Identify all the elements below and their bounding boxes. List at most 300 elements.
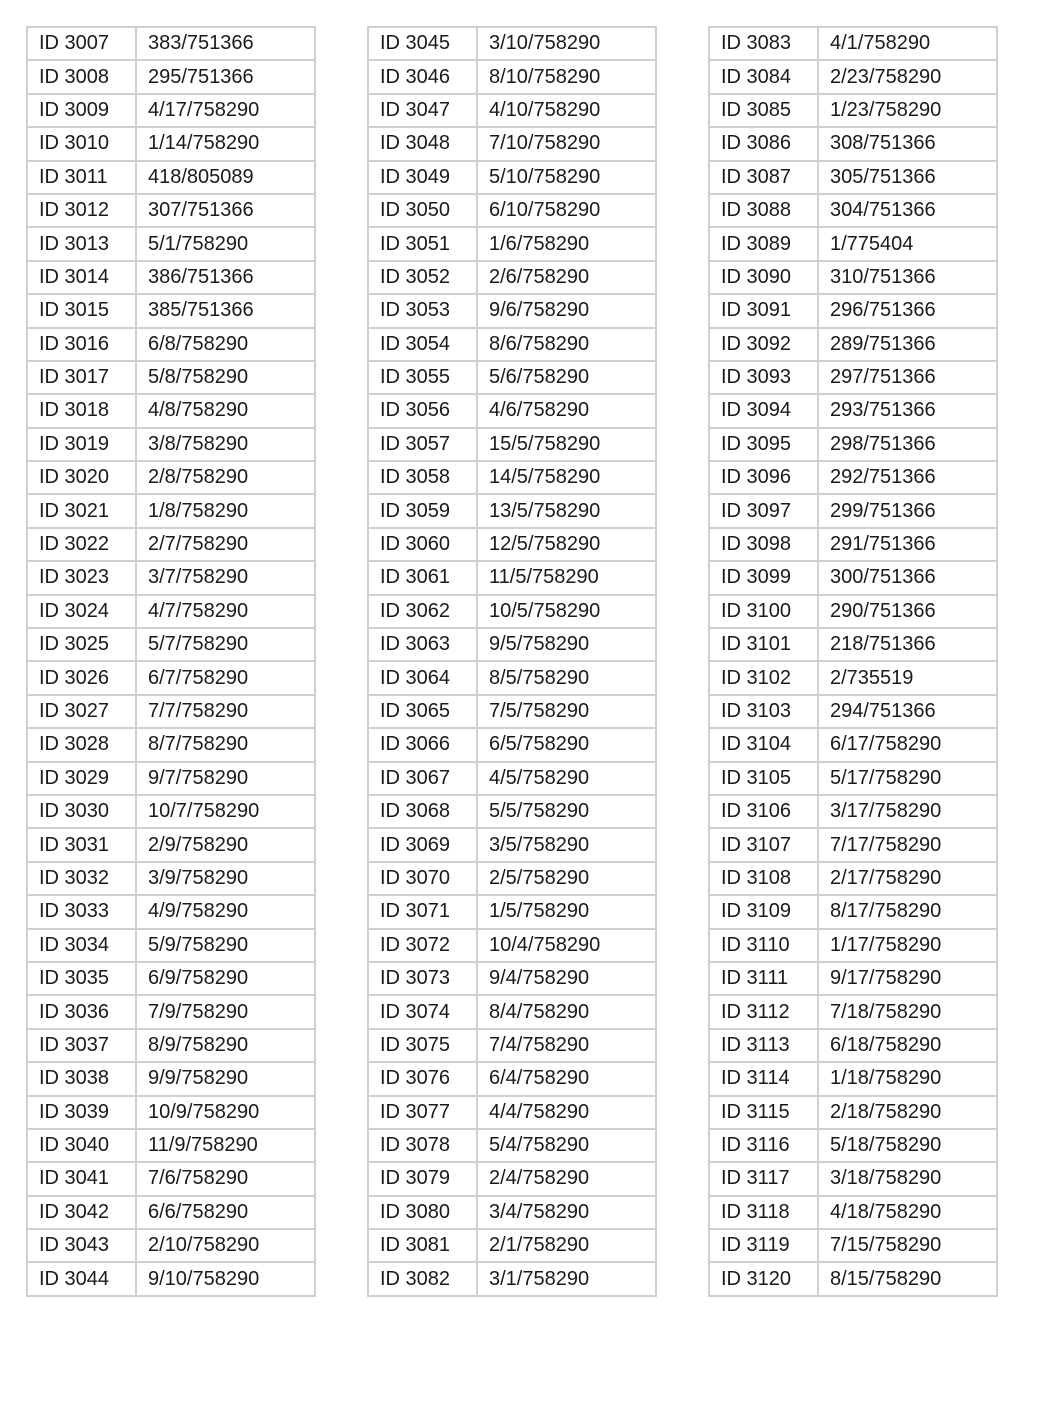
table-row <box>27 60 315 93</box>
table-row <box>368 394 656 427</box>
table-row <box>27 595 315 628</box>
value-cell: 5/7/758290 <box>136 628 315 661</box>
id-cell: ID 3067 <box>368 762 477 795</box>
value-cell: 9/17/758290 <box>818 962 997 995</box>
table-row <box>368 528 656 561</box>
id-cell: ID 3106 <box>709 795 818 828</box>
id-cell: ID 3034 <box>27 929 136 962</box>
table-row <box>368 328 656 361</box>
value-cell: 1/775404 <box>818 227 997 260</box>
value-cell: 2/735519 <box>818 661 997 694</box>
id-cell: ID 3075 <box>368 1029 477 1062</box>
table-row <box>27 528 315 561</box>
value-cell: 383/751366 <box>136 27 315 60</box>
table-row <box>709 461 997 494</box>
table-row <box>27 828 315 861</box>
table-row <box>368 561 656 594</box>
table-row <box>368 762 656 795</box>
table-row <box>368 628 656 661</box>
value-cell: 298/751366 <box>818 428 997 461</box>
value-cell: 8/15/758290 <box>818 1262 997 1295</box>
table-row <box>709 995 997 1028</box>
id-cell: ID 3030 <box>27 795 136 828</box>
id-cell: ID 3108 <box>709 862 818 895</box>
value-cell: 296/751366 <box>818 294 997 327</box>
table-row <box>709 1029 997 1062</box>
table-row <box>709 862 997 895</box>
id-cell: ID 3055 <box>368 361 477 394</box>
id-cell: ID 3033 <box>27 895 136 928</box>
value-cell: 12/5/758290 <box>477 528 656 561</box>
table-row <box>368 1062 656 1095</box>
id-cell: ID 3040 <box>27 1129 136 1162</box>
value-cell: 2/6/758290 <box>477 261 656 294</box>
table-row <box>368 1196 656 1229</box>
id-cell: ID 3094 <box>709 394 818 427</box>
table-row <box>368 361 656 394</box>
id-cell: ID 3086 <box>709 127 818 160</box>
value-cell: 3/8/758290 <box>136 428 315 461</box>
id-cell: ID 3022 <box>27 528 136 561</box>
table-row <box>368 728 656 761</box>
value-cell: 4/10/758290 <box>477 94 656 127</box>
value-cell: 6/5/758290 <box>477 728 656 761</box>
table-row <box>368 795 656 828</box>
id-cell: ID 3091 <box>709 294 818 327</box>
id-cell: ID 3119 <box>709 1229 818 1262</box>
value-cell: 299/751366 <box>818 494 997 527</box>
table-row <box>368 27 656 60</box>
value-cell: 1/8/758290 <box>136 494 315 527</box>
value-cell: 294/751366 <box>818 695 997 728</box>
table-row <box>709 194 997 227</box>
value-cell: 292/751366 <box>818 461 997 494</box>
id-cell: ID 3012 <box>27 194 136 227</box>
value-cell: 5/1/758290 <box>136 227 315 260</box>
value-cell: 295/751366 <box>136 60 315 93</box>
table-row <box>27 795 315 828</box>
value-cell: 5/9/758290 <box>136 929 315 962</box>
table-row <box>368 1262 656 1295</box>
value-cell: 8/7/758290 <box>136 728 315 761</box>
value-cell: 7/17/758290 <box>818 828 997 861</box>
id-cell: ID 3065 <box>368 695 477 728</box>
value-cell: 6/9/758290 <box>136 962 315 995</box>
id-cell: ID 3107 <box>709 828 818 861</box>
id-cell: ID 3084 <box>709 60 818 93</box>
table-row <box>27 929 315 962</box>
table-row <box>27 895 315 928</box>
value-cell: 1/23/758290 <box>818 94 997 127</box>
value-cell: 2/17/758290 <box>818 862 997 895</box>
id-cell: ID 3009 <box>27 94 136 127</box>
value-cell: 9/7/758290 <box>136 762 315 795</box>
value-cell: 8/4/758290 <box>477 995 656 1028</box>
id-cell: ID 3049 <box>368 161 477 194</box>
value-cell: 3/17/758290 <box>818 795 997 828</box>
id-cell: ID 3046 <box>368 60 477 93</box>
table-body <box>368 27 656 1296</box>
value-cell: 5/17/758290 <box>818 762 997 795</box>
value-cell: 305/751366 <box>818 161 997 194</box>
table-row <box>368 962 656 995</box>
id-cell: ID 3042 <box>27 1196 136 1229</box>
table-row <box>368 60 656 93</box>
table-row <box>27 661 315 694</box>
id-cell: ID 3118 <box>709 1196 818 1229</box>
table-row <box>709 828 997 861</box>
value-cell: 7/18/758290 <box>818 995 997 1028</box>
id-cell: ID 3061 <box>368 561 477 594</box>
id-cell: ID 3077 <box>368 1096 477 1129</box>
table-row <box>27 962 315 995</box>
id-cell: ID 3088 <box>709 194 818 227</box>
value-cell: 6/8/758290 <box>136 328 315 361</box>
value-cell: 10/4/758290 <box>477 929 656 962</box>
table-row <box>709 1196 997 1229</box>
table-row <box>27 428 315 461</box>
table-row <box>368 1096 656 1129</box>
id-cell: ID 3011 <box>27 161 136 194</box>
table-row <box>27 762 315 795</box>
table-row <box>368 194 656 227</box>
value-cell: 4/6/758290 <box>477 394 656 427</box>
id-table-left <box>26 26 316 1297</box>
table-row <box>709 94 997 127</box>
id-cell: ID 3097 <box>709 494 818 527</box>
id-cell: ID 3032 <box>27 862 136 895</box>
id-cell: ID 3120 <box>709 1262 818 1295</box>
id-cell: ID 3038 <box>27 1062 136 1095</box>
table-row <box>368 695 656 728</box>
id-cell: ID 3037 <box>27 1029 136 1062</box>
id-cell: ID 3015 <box>27 294 136 327</box>
table-row <box>368 494 656 527</box>
value-cell: 1/18/758290 <box>818 1062 997 1095</box>
value-cell: 7/6/758290 <box>136 1162 315 1195</box>
table-row <box>709 227 997 260</box>
id-cell: ID 3073 <box>368 962 477 995</box>
id-cell: ID 3056 <box>368 394 477 427</box>
value-cell: 5/8/758290 <box>136 361 315 394</box>
value-cell: 7/10/758290 <box>477 127 656 160</box>
id-cell: ID 3076 <box>368 1062 477 1095</box>
value-cell: 13/5/758290 <box>477 494 656 527</box>
table-body <box>709 27 997 1296</box>
id-cell: ID 3069 <box>368 828 477 861</box>
table-body <box>27 27 315 1296</box>
value-cell: 2/18/758290 <box>818 1096 997 1129</box>
value-cell: 15/5/758290 <box>477 428 656 461</box>
value-cell: 4/8/758290 <box>136 394 315 427</box>
id-cell: ID 3048 <box>368 127 477 160</box>
table-row <box>27 394 315 427</box>
value-cell: 5/18/758290 <box>818 1129 997 1162</box>
id-cell: ID 3099 <box>709 561 818 594</box>
value-cell: 310/751366 <box>818 261 997 294</box>
table-row <box>27 1262 315 1295</box>
value-cell: 2/23/758290 <box>818 60 997 93</box>
id-cell: ID 3102 <box>709 661 818 694</box>
value-cell: 4/4/758290 <box>477 1096 656 1129</box>
id-cell: ID 3068 <box>368 795 477 828</box>
id-cell: ID 3103 <box>709 695 818 728</box>
value-cell: 4/5/758290 <box>477 762 656 795</box>
id-table-middle <box>367 26 657 1297</box>
value-cell: 4/18/758290 <box>818 1196 997 1229</box>
value-cell: 9/5/758290 <box>477 628 656 661</box>
table-row <box>709 661 997 694</box>
table-row <box>709 929 997 962</box>
id-cell: ID 3036 <box>27 995 136 1028</box>
table-row <box>27 1096 315 1129</box>
table-row <box>368 261 656 294</box>
table-row <box>368 161 656 194</box>
id-cell: ID 3083 <box>709 27 818 60</box>
id-cell: ID 3070 <box>368 862 477 895</box>
id-cell: ID 3052 <box>368 261 477 294</box>
value-cell: 293/751366 <box>818 394 997 427</box>
id-cell: ID 3109 <box>709 895 818 928</box>
table-row <box>709 1129 997 1162</box>
table-row <box>27 94 315 127</box>
table-row <box>368 227 656 260</box>
id-cell: ID 3045 <box>368 27 477 60</box>
value-cell: 2/8/758290 <box>136 461 315 494</box>
id-cell: ID 3101 <box>709 628 818 661</box>
id-cell: ID 3112 <box>709 995 818 1028</box>
value-cell: 9/10/758290 <box>136 1262 315 1295</box>
id-cell: ID 3041 <box>27 1162 136 1195</box>
id-cell: ID 3051 <box>368 227 477 260</box>
value-cell: 2/4/758290 <box>477 1162 656 1195</box>
id-cell: ID 3085 <box>709 94 818 127</box>
id-cell: ID 3026 <box>27 661 136 694</box>
value-cell: 3/9/758290 <box>136 862 315 895</box>
id-cell: ID 3029 <box>27 762 136 795</box>
id-cell: ID 3039 <box>27 1096 136 1129</box>
value-cell: 5/6/758290 <box>477 361 656 394</box>
table-row <box>27 1062 315 1095</box>
table-row <box>709 394 997 427</box>
value-cell: 290/751366 <box>818 595 997 628</box>
table-row <box>709 328 997 361</box>
id-cell: ID 3087 <box>709 161 818 194</box>
table-row <box>27 27 315 60</box>
table-row <box>27 1196 315 1229</box>
id-cell: ID 3044 <box>27 1262 136 1295</box>
value-cell: 10/7/758290 <box>136 795 315 828</box>
value-cell: 4/1/758290 <box>818 27 997 60</box>
table-row <box>709 895 997 928</box>
table-row <box>709 494 997 527</box>
id-cell: ID 3025 <box>27 628 136 661</box>
id-cell: ID 3090 <box>709 261 818 294</box>
id-cell: ID 3064 <box>368 661 477 694</box>
value-cell: 7/5/758290 <box>477 695 656 728</box>
id-cell: ID 3080 <box>368 1196 477 1229</box>
table-row <box>709 60 997 93</box>
value-cell: 10/9/758290 <box>136 1096 315 1129</box>
table-row <box>368 127 656 160</box>
table-row <box>709 1096 997 1129</box>
id-cell: ID 3028 <box>27 728 136 761</box>
table-row <box>27 194 315 227</box>
id-cell: ID 3057 <box>368 428 477 461</box>
table-row <box>709 361 997 394</box>
table-row <box>368 929 656 962</box>
table-row <box>368 895 656 928</box>
value-cell: 6/4/758290 <box>477 1062 656 1095</box>
id-cell: ID 3095 <box>709 428 818 461</box>
id-cell: ID 3114 <box>709 1062 818 1095</box>
value-cell: 14/5/758290 <box>477 461 656 494</box>
value-cell: 11/5/758290 <box>477 561 656 594</box>
id-cell: ID 3017 <box>27 361 136 394</box>
value-cell: 418/805089 <box>136 161 315 194</box>
id-cell: ID 3113 <box>709 1029 818 1062</box>
id-cell: ID 3098 <box>709 528 818 561</box>
value-cell: 218/751366 <box>818 628 997 661</box>
value-cell: 4/17/758290 <box>136 94 315 127</box>
value-cell: 8/9/758290 <box>136 1029 315 1062</box>
table-row <box>709 27 997 60</box>
id-cell: ID 3059 <box>368 494 477 527</box>
id-cell: ID 3105 <box>709 762 818 795</box>
table-row <box>709 695 997 728</box>
value-cell: 3/10/758290 <box>477 27 656 60</box>
id-cell: ID 3072 <box>368 929 477 962</box>
table-row <box>709 127 997 160</box>
id-cell: ID 3117 <box>709 1162 818 1195</box>
value-cell: 6/7/758290 <box>136 661 315 694</box>
table-row <box>27 261 315 294</box>
value-cell: 4/9/758290 <box>136 895 315 928</box>
table-row <box>709 762 997 795</box>
value-cell: 7/4/758290 <box>477 1029 656 1062</box>
id-cell: ID 3092 <box>709 328 818 361</box>
value-cell: 9/9/758290 <box>136 1062 315 1095</box>
id-cell: ID 3018 <box>27 394 136 427</box>
value-cell: 4/7/758290 <box>136 595 315 628</box>
table-row <box>709 962 997 995</box>
value-cell: 308/751366 <box>818 127 997 160</box>
table-row <box>709 1229 997 1262</box>
value-cell: 2/5/758290 <box>477 862 656 895</box>
id-cell: ID 3019 <box>27 428 136 461</box>
table-row <box>368 595 656 628</box>
id-cell: ID 3060 <box>368 528 477 561</box>
value-cell: 9/4/758290 <box>477 962 656 995</box>
id-cell: ID 3079 <box>368 1162 477 1195</box>
value-cell: 2/9/758290 <box>136 828 315 861</box>
id-cell: ID 3082 <box>368 1262 477 1295</box>
id-cell: ID 3031 <box>27 828 136 861</box>
table-row <box>27 1129 315 1162</box>
table-row <box>709 528 997 561</box>
table-row <box>709 561 997 594</box>
id-cell: ID 3007 <box>27 27 136 60</box>
id-cell: ID 3111 <box>709 962 818 995</box>
table-row <box>368 862 656 895</box>
table-row <box>368 294 656 327</box>
value-cell: 8/10/758290 <box>477 60 656 93</box>
table-row <box>709 161 997 194</box>
table-row <box>368 428 656 461</box>
table-row <box>709 1062 997 1095</box>
value-cell: 3/7/758290 <box>136 561 315 594</box>
value-cell: 2/1/758290 <box>477 1229 656 1262</box>
value-cell: 7/15/758290 <box>818 1229 997 1262</box>
value-cell: 3/18/758290 <box>818 1162 997 1195</box>
id-cell: ID 3043 <box>27 1229 136 1262</box>
id-cell: ID 3066 <box>368 728 477 761</box>
value-cell: 11/9/758290 <box>136 1129 315 1162</box>
id-cell: ID 3081 <box>368 1229 477 1262</box>
table-row <box>709 728 997 761</box>
table-row <box>27 561 315 594</box>
table-row <box>368 461 656 494</box>
table-row <box>27 995 315 1028</box>
id-cell: ID 3047 <box>368 94 477 127</box>
table-row <box>27 728 315 761</box>
value-cell: 2/7/758290 <box>136 528 315 561</box>
value-cell: 6/17/758290 <box>818 728 997 761</box>
value-cell: 1/17/758290 <box>818 929 997 962</box>
id-cell: ID 3016 <box>27 328 136 361</box>
id-cell: ID 3100 <box>709 595 818 628</box>
table-row <box>368 1229 656 1262</box>
table-row <box>27 328 315 361</box>
table-row <box>27 1229 315 1262</box>
value-cell: 5/4/758290 <box>477 1129 656 1162</box>
value-cell: 3/5/758290 <box>477 828 656 861</box>
value-cell: 5/5/758290 <box>477 795 656 828</box>
id-cell: ID 3089 <box>709 227 818 260</box>
table-row <box>709 1162 997 1195</box>
value-cell: 3/1/758290 <box>477 1262 656 1295</box>
id-cell: ID 3023 <box>27 561 136 594</box>
value-cell: 6/10/758290 <box>477 194 656 227</box>
value-cell: 5/10/758290 <box>477 161 656 194</box>
table-row <box>709 795 997 828</box>
id-cell: ID 3024 <box>27 595 136 628</box>
value-cell: 3/4/758290 <box>477 1196 656 1229</box>
id-cell: ID 3013 <box>27 227 136 260</box>
id-cell: ID 3021 <box>27 494 136 527</box>
id-cell: ID 3074 <box>368 995 477 1028</box>
id-cell: ID 3008 <box>27 60 136 93</box>
table-row <box>709 261 997 294</box>
id-cell: ID 3054 <box>368 328 477 361</box>
table-row <box>368 1162 656 1195</box>
id-cell: ID 3093 <box>709 361 818 394</box>
table-row <box>709 294 997 327</box>
table-row <box>368 1029 656 1062</box>
table-row <box>27 227 315 260</box>
id-cell: ID 3062 <box>368 595 477 628</box>
table-row <box>368 661 656 694</box>
id-table-right <box>708 26 998 1297</box>
id-cell: ID 3115 <box>709 1096 818 1129</box>
id-cell: ID 3096 <box>709 461 818 494</box>
value-cell: 7/7/758290 <box>136 695 315 728</box>
table-row <box>27 695 315 728</box>
value-cell: 291/751366 <box>818 528 997 561</box>
table-row <box>709 628 997 661</box>
value-cell: 1/14/758290 <box>136 127 315 160</box>
value-cell: 307/751366 <box>136 194 315 227</box>
